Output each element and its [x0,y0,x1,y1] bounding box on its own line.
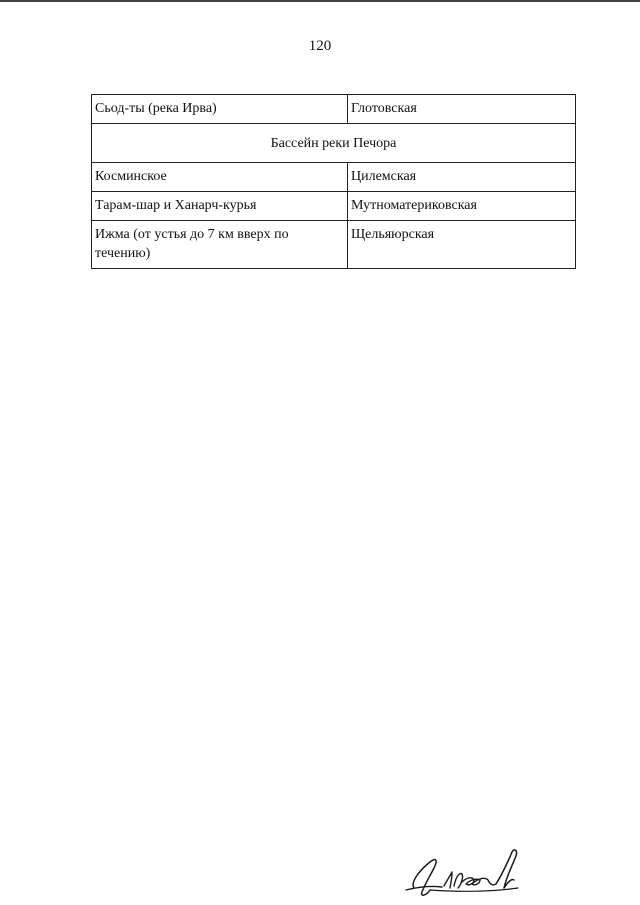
table-section-heading: Бассейн реки Печора [92,124,576,163]
table-row [92,163,576,192]
signature-stroke [454,874,463,889]
signature-stroke [462,878,496,885]
page-number: 120 [308,38,332,54]
table-cell-left: Сьод-ты (река Ирва) [92,95,348,124]
signature-stroke [430,888,518,891]
table-row [92,192,576,221]
document-table [91,94,576,269]
table-cell-left: Ижма (от устья до 7 км вверх по течению) [92,221,348,269]
table-row [92,95,576,124]
table-row [92,221,576,269]
table-cell-right: Глотовская [348,95,576,124]
table-cell-right: Щельяюрская [348,221,576,269]
signature-stroke [444,872,452,888]
table-section-row [92,124,576,163]
table-cell-right: Цилемская [348,163,576,192]
table-cell-right: Мутноматериковская [348,192,576,221]
handwritten-signature [400,842,530,900]
signature-stroke [496,850,517,888]
page-top-border [0,0,640,2]
table-cell-left: Тарам-шар и Ханарч-курья [92,192,348,221]
table-cell-left: Косминское [92,163,348,192]
